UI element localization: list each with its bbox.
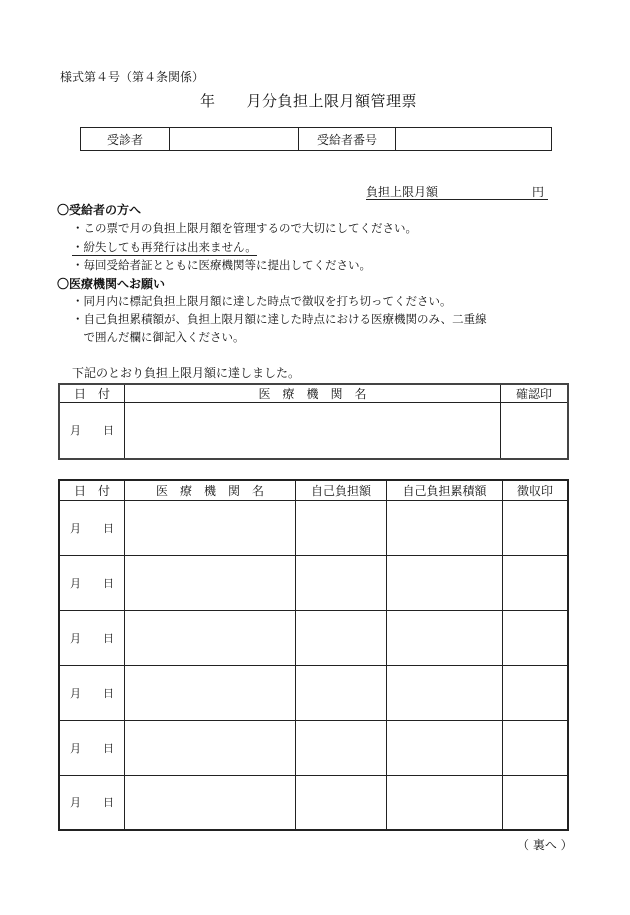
table-row [59, 665, 568, 720]
copayment-cell[interactable] [296, 610, 387, 665]
date-cell[interactable] [59, 775, 125, 830]
institution-name-cell[interactable] [125, 720, 296, 775]
header-collection-seal: 徴収印 [503, 480, 569, 500]
collection-seal-cell[interactable] [503, 500, 569, 555]
recipient-bullet: ・この票で月の負担上限月額を管理するので大切にしてください。 [72, 221, 417, 235]
month-label: 月 [70, 631, 81, 645]
institution-bullet: ・自己負担累積額が、負担上限月額に達した時点における医療機関のみ、二重線 [72, 312, 487, 326]
cumulative-copayment-cell[interactable] [387, 720, 503, 775]
institution-bullet: ・同月内に標記負担上限月額に達した時点で徴収を打ち切ってください。 [72, 294, 452, 308]
confirmation-seal-cell[interactable] [501, 403, 569, 459]
monthly-limit-line [366, 183, 548, 200]
month-label: 月 [70, 741, 81, 755]
document-title: 年 月分負担上限月額管理票 [200, 92, 418, 110]
month-label: 月 [70, 686, 81, 700]
table-row [59, 500, 568, 555]
copayment-cell[interactable] [296, 720, 387, 775]
cumulative-copayment-cell[interactable] [387, 500, 503, 555]
day-label: 日 [103, 631, 114, 645]
copayment-cell[interactable] [296, 775, 387, 830]
date-cell[interactable] [59, 403, 125, 459]
recipient-number-label: 受給者番号 [299, 128, 396, 151]
month-label: 月 [70, 796, 81, 810]
day-label: 日 [103, 576, 114, 590]
institution-name-cell[interactable] [125, 500, 296, 555]
institution-bullet: で囲んだ欄に御記入ください。 [72, 330, 245, 344]
cumulative-copayment-cell[interactable] [387, 555, 503, 610]
institution-name-cell[interactable] [125, 665, 296, 720]
copayment-cell[interactable] [296, 555, 387, 610]
day-label: 日 [103, 796, 114, 810]
limit-reached-notice: 下記のとおり負担上限月額に達しました。 [72, 366, 301, 380]
day-label: 日 [103, 741, 114, 755]
table-row [59, 555, 568, 610]
collection-seal-cell[interactable] [503, 610, 569, 665]
day-label: 日 [103, 686, 114, 700]
day-label: 日 [103, 521, 114, 535]
payment-record-table [58, 479, 569, 831]
monthly-limit-unit: 円 [531, 185, 544, 199]
copayment-cell[interactable] [296, 665, 387, 720]
cumulative-copayment-cell[interactable] [387, 665, 503, 720]
institution-name-cell[interactable] [125, 775, 296, 830]
collection-seal-cell[interactable] [503, 720, 569, 775]
table-row [59, 610, 568, 665]
continued-on-back-note: （ 裏へ ） [517, 838, 573, 852]
date-cell[interactable] [59, 555, 125, 610]
institution-name-cell[interactable] [125, 403, 501, 459]
table-row [59, 775, 568, 830]
table-row [59, 720, 568, 775]
recipient-info-table [80, 127, 552, 151]
header-date: 日 付 [59, 480, 125, 500]
day-label: 日 [103, 424, 114, 438]
copayment-cell[interactable] [296, 500, 387, 555]
collection-seal-cell[interactable] [503, 775, 569, 830]
recipient-bullet: ・紛失しても再発行は出来ません。 [72, 240, 257, 254]
recipient-field[interactable] [170, 128, 299, 151]
institution-section-heading: 〇医療機関へお願い [57, 277, 166, 291]
recipient-label: 受診者 [81, 128, 170, 151]
recipient-number-field[interactable] [396, 128, 552, 151]
recipient-section-heading: 〇受給者の方へ [57, 203, 142, 217]
header-institution-name: 医 療 機 関 名 [125, 480, 296, 500]
header-confirmation-seal: 確認印 [501, 384, 569, 403]
collection-seal-cell[interactable] [503, 665, 569, 720]
cumulative-copayment-cell[interactable] [387, 775, 503, 830]
header-copayment: 自己負担額 [296, 480, 387, 500]
date-cell[interactable] [59, 610, 125, 665]
monthly-limit-label: 負担上限月額 [366, 185, 439, 199]
date-cell[interactable] [59, 720, 125, 775]
recipient-bullet: ・毎回受給者証とともに医療機関等に提出してください。 [72, 258, 371, 272]
month-label: 月 [70, 424, 81, 438]
header-date: 日 付 [59, 384, 125, 403]
date-cell[interactable] [59, 665, 125, 720]
header-cumulative-copayment: 自己負担累積額 [387, 480, 503, 500]
limit-reached-table [58, 383, 569, 460]
month-label: 月 [70, 521, 81, 535]
cumulative-copayment-cell[interactable] [387, 610, 503, 665]
institution-name-cell[interactable] [125, 610, 296, 665]
institution-name-cell[interactable] [125, 555, 296, 610]
collection-seal-cell[interactable] [503, 555, 569, 610]
date-cell[interactable] [59, 500, 125, 555]
header-institution-name: 医 療 機 関 名 [125, 384, 501, 403]
form-number: 様式第４号（第４条関係） [60, 70, 205, 84]
month-label: 月 [70, 576, 81, 590]
